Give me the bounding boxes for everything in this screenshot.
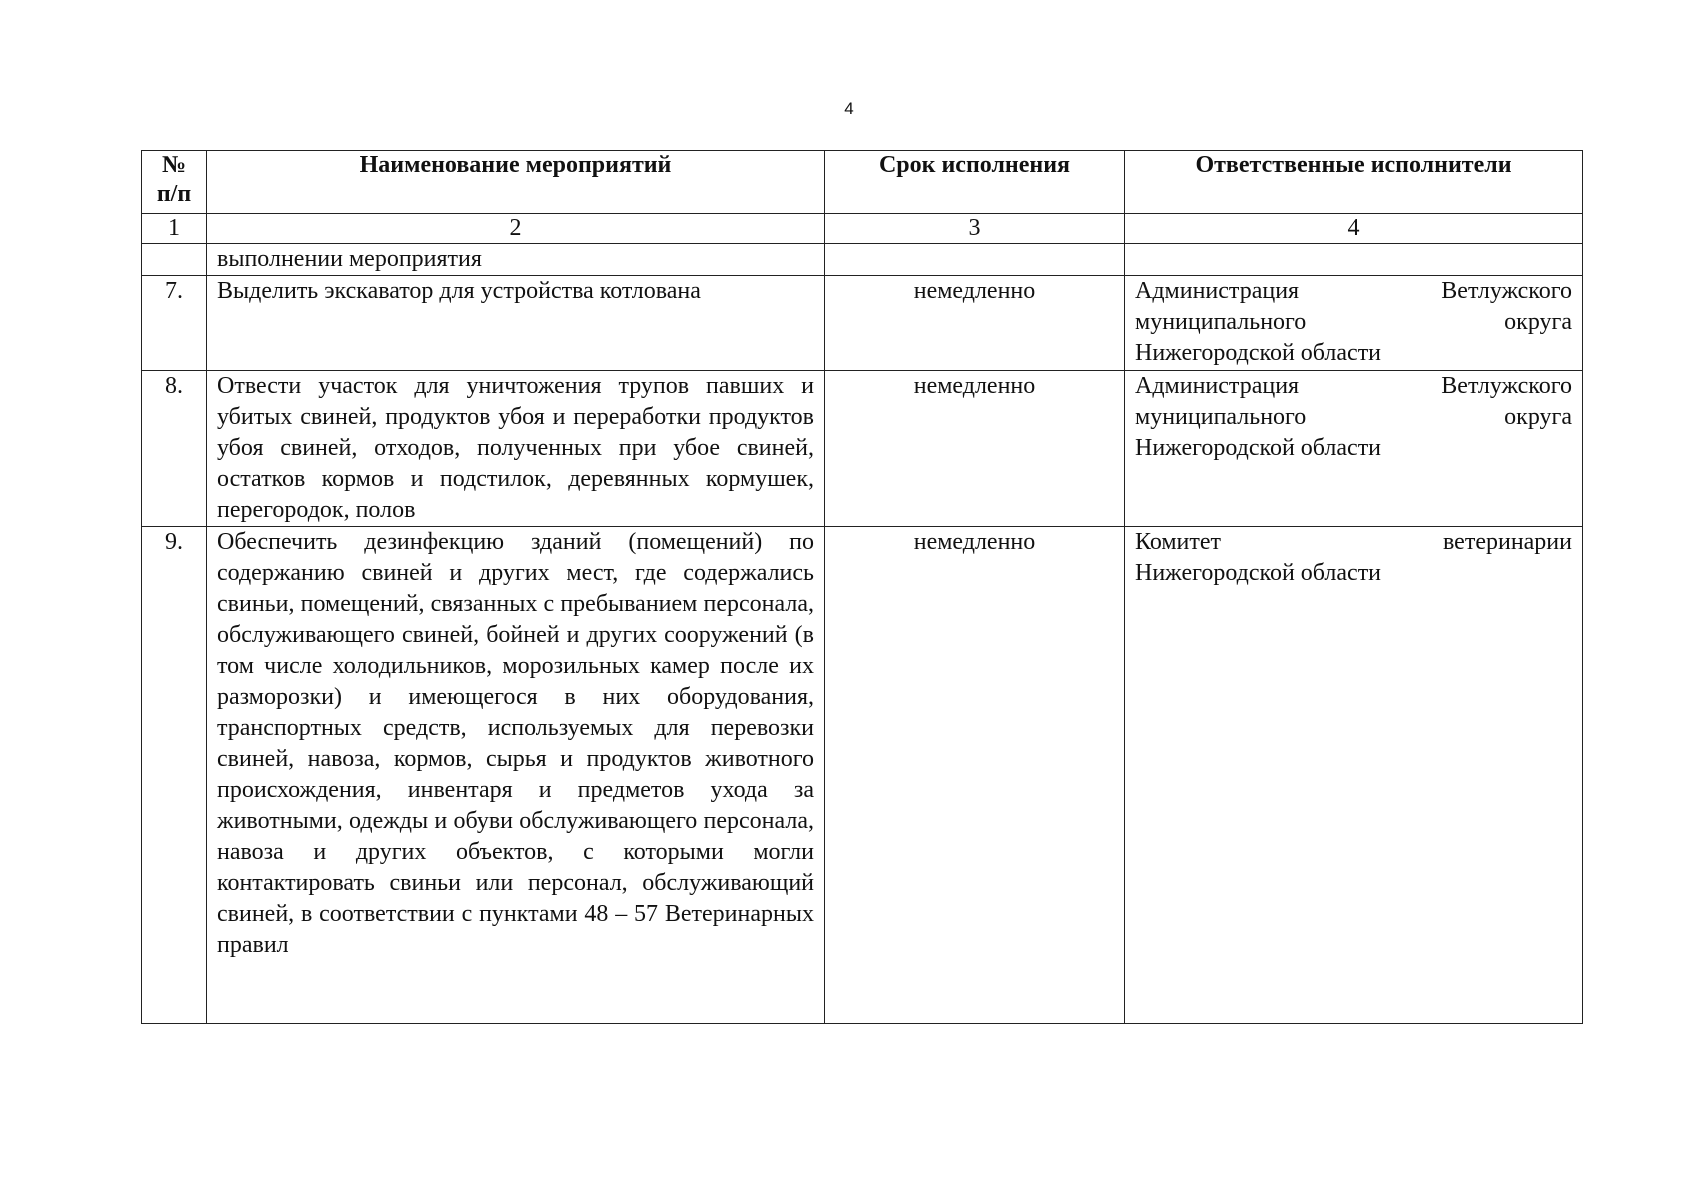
row-number: 8.: [142, 371, 207, 527]
responsible-line: Комитет ветеринарии: [1135, 529, 1572, 555]
table-header-row: [142, 151, 1583, 214]
measure-responsible: [1125, 276, 1583, 371]
row-number: [142, 244, 207, 276]
responsible-line: муниципального округа: [1135, 404, 1572, 430]
measure-term: немедленно: [825, 527, 1125, 1024]
column-numbers-row: [142, 214, 1583, 244]
table-row: [142, 244, 1583, 276]
column-number: 4: [1125, 214, 1583, 244]
column-number: 3: [825, 214, 1125, 244]
measure-responsible: [1125, 527, 1583, 1024]
measure-term: [825, 244, 1125, 276]
page-number: 4: [844, 99, 854, 118]
responsible-line: муниципального округа: [1135, 309, 1572, 335]
header-name: Наименование мероприятий: [207, 151, 825, 214]
measure-term: немедленно: [825, 276, 1125, 371]
header-responsible: Ответственные исполнители: [1125, 151, 1583, 214]
responsible-line: Администрация Ветлужского: [1135, 373, 1572, 399]
measure-name: Отвести участок для уничтожения трупов павших и убитых свиней, продуктов убоя и переработки продуктов убоя свиней, отходов, полученных при убое свиней, остатков кормов и подстилок, деревянных кормушек, перегородок, полов: [207, 371, 825, 527]
measure-name: Выделить экскаватор для устройства котлована: [207, 276, 825, 371]
header-term: Срок исполнения: [825, 151, 1125, 214]
table-row: [142, 527, 1583, 1024]
measure-term: немедленно: [825, 371, 1125, 527]
measure-responsible: [1125, 244, 1583, 276]
measure-name: выполнении мероприятия: [207, 244, 825, 276]
responsible-line: Нижегородской области: [1135, 435, 1382, 461]
table-row: [142, 371, 1583, 527]
responsible-line: Администрация Ветлужского: [1135, 278, 1572, 304]
column-number: 2: [207, 214, 825, 244]
measure-responsible: [1125, 371, 1583, 527]
measures-table: [141, 150, 1583, 1024]
row-number: 7.: [142, 276, 207, 371]
responsible-line: Нижегородской области: [1135, 560, 1382, 586]
measure-name: Обеспечить дезинфекцию зданий (помещений) по содержанию свиней и других мест, где содержались свиньи, помещений, связанных с пребыванием персонала, обслуживающего свиней, бойней и других сооружений (в том числе холодильников, морозильных камер после их разморозки) и имеющегося в них оборудования, транспортных средств, используемых для перевозки свиней, навоза, кормов, сырья и продуктов животного происхождения, инвентаря и предметов ухода за животными, одежды и обуви обслуживающего персонала, навоза и других объектов, с которыми могли контактировать свиньи или персонал, обслуживающий свиней, в соответствии с пунктами 48 – 57 Ветеринарных правил: [207, 527, 825, 1024]
header-num: № п/п: [142, 151, 207, 214]
table-row: [142, 276, 1583, 371]
column-number: 1: [142, 214, 207, 244]
responsible-line: Нижегородской области: [1135, 340, 1382, 366]
row-number: 9.: [142, 527, 207, 1024]
